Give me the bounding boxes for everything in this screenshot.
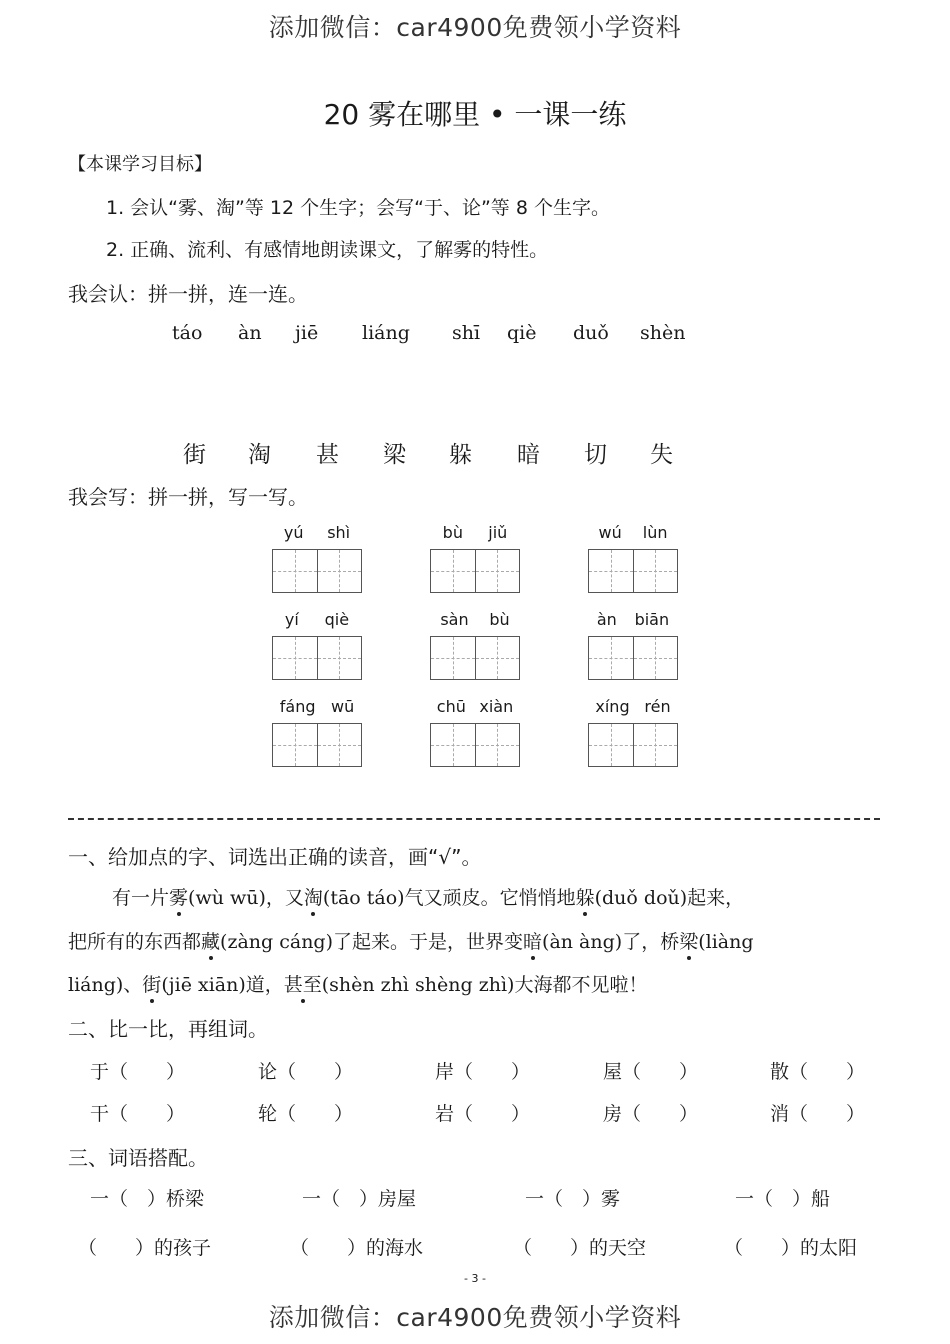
q2-item: 论（ ）: [258, 1061, 354, 1083]
writing-grid[interactable]: [272, 549, 362, 593]
grid-pinyin: bù jiǔ: [442, 523, 508, 542]
q3-heading: 三、词语搭配。: [68, 1146, 208, 1170]
q3-item: （ ）的太阳: [724, 1237, 858, 1259]
pinyin-item: qiè: [507, 322, 537, 344]
q2-item: 岩（ ）: [435, 1103, 531, 1125]
q2-item: 于（ ）: [90, 1061, 186, 1083]
dotted-char: 街: [142, 970, 161, 997]
grid-pinyin: àn biān: [596, 610, 670, 629]
writing-grid[interactable]: [430, 636, 520, 680]
character-item: 淘: [248, 442, 271, 468]
grid-pinyin: wú lùn: [598, 523, 668, 542]
q3-item: 一（ ）房屋: [302, 1188, 417, 1210]
grid-pinyin: fáng wū: [279, 697, 355, 716]
writing-grid[interactable]: [430, 723, 520, 767]
pinyin-item: jiē: [295, 322, 319, 344]
footer-banner: 添加微信：car4900免费领小学资料: [268, 1303, 682, 1332]
page-title: 20 雾在哪里 • 一课一练: [323, 98, 627, 131]
q2-item: 轮（ ）: [258, 1103, 354, 1125]
character-item: 街: [183, 442, 206, 468]
q1-line3: liáng)、街(jiē xiān)道，甚至(shèn zhì shèng zhì)大海都不见啦！: [68, 970, 647, 997]
pinyin-item: liáng: [362, 322, 410, 344]
dotted-char: 梁: [679, 927, 698, 954]
q2-item: 房（ ）: [603, 1103, 699, 1125]
grid-pinyin: sàn bù: [440, 610, 510, 629]
pinyin-item: shī: [452, 322, 481, 344]
q2-item: 散（ ）: [770, 1061, 866, 1083]
q1-line2: 把所有的东西都藏(zàng cáng)了起来。于是，世界变暗(àn àng)了，桥梁(liàng: [68, 927, 754, 954]
q1-line1: 有一片雾(wù wū)，又淘(tāo táo)气又顽皮。它悄悄地躲(duǒ doǔ)起来，: [112, 883, 744, 910]
character-item: 切: [584, 442, 607, 468]
q3-item: 一（ ）雾: [525, 1188, 621, 1210]
write-heading: 我会写：拼一拼，写一写。: [68, 485, 308, 509]
writing-grid[interactable]: [588, 549, 678, 593]
q1-heading: 一、给加点的字、词选出正确的读音，画“√”。: [68, 845, 482, 869]
q2-heading: 二、比一比，再组词。: [68, 1017, 268, 1041]
character-item: 躲: [449, 442, 472, 468]
header-banner: 添加微信：car4900免费领小学资料: [268, 13, 682, 42]
objectives-heading: 【本课学习目标】: [68, 154, 212, 175]
writing-grid[interactable]: [588, 723, 678, 767]
q2-item: 岸（ ）: [435, 1061, 531, 1083]
pinyin-item: táo: [172, 322, 203, 344]
dotted-char: 藏: [201, 927, 220, 954]
q2-item: 消（ ）: [770, 1103, 866, 1125]
character-item: 失: [650, 442, 673, 468]
dotted-char: 淘: [304, 883, 323, 910]
dotted-char: 躲: [576, 883, 595, 910]
character-item: 甚: [316, 442, 339, 468]
grid-pinyin: yí qiè: [284, 610, 350, 629]
writing-grid[interactable]: [272, 636, 362, 680]
q3-item: （ ）的天空: [513, 1237, 647, 1259]
q3-item: （ ）的孩子: [78, 1237, 212, 1259]
dotted-char: 暗: [523, 927, 542, 954]
pinyin-item: àn: [238, 322, 262, 344]
q3-item: 一（ ）桥梁: [90, 1188, 205, 1210]
q3-item: 一（ ）船: [735, 1188, 831, 1210]
objective-item: 2. 正确、流利、有感情地朗读课文，了解雾的特性。: [106, 239, 549, 261]
page-number: - 3 -: [464, 1272, 486, 1285]
writing-grid[interactable]: [430, 549, 520, 593]
character-item: 暗: [517, 442, 540, 468]
character-item: 梁: [383, 442, 406, 468]
grid-pinyin: yú shì: [283, 523, 351, 542]
grid-pinyin: xíng rén: [595, 697, 671, 716]
writing-grid[interactable]: [272, 723, 362, 767]
q3-item: （ ）的海水: [290, 1237, 424, 1259]
section-divider: [68, 818, 880, 820]
q2-item: 干（ ）: [90, 1103, 186, 1125]
dotted-char: 雾: [169, 883, 188, 910]
recognize-heading: 我会认：拼一拼，连一连。: [68, 282, 308, 306]
writing-grid[interactable]: [588, 636, 678, 680]
grid-pinyin: chū xiàn: [436, 697, 514, 716]
q2-item: 屋（ ）: [603, 1061, 699, 1083]
pinyin-item: duǒ: [573, 322, 609, 344]
objective-item: 1. 会认“雾、淘”等 12 个生字；会写“于、论”等 8 个生字。: [106, 197, 610, 219]
dotted-char: 甚至: [284, 970, 322, 997]
pinyin-item: shèn: [640, 322, 686, 344]
